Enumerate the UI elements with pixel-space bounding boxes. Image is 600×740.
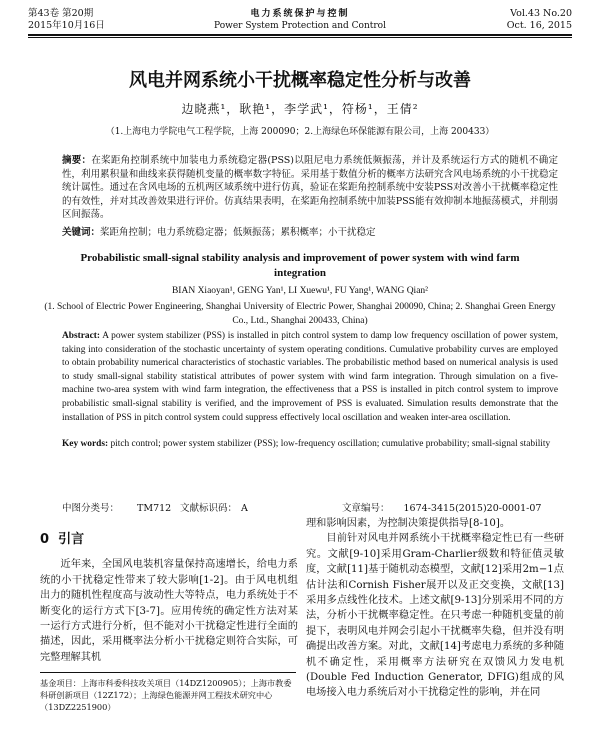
authors-cn: 边晓燕¹，耿艳¹，李学武¹，符杨¹，王倩² (181, 102, 419, 116)
header-journal-name (28, 8, 572, 32)
right-column (306, 516, 564, 701)
introduction-paragraph: 近年来，全国风电装机容量保持高速增长，给电力系统的小干扰稳定性带来了较大影响[1-2]。由于风电机组出力的随机性程度高与波动性大等特点，电力系统处于不断变化的运行方式下[3-7]。应用传统的确定性方法对某一运行方式进行分析，但不能对小干扰稳定性进行全面的描述，因此，采用概率法分析小干扰稳定则符合实际，可完整理解其机 (40, 559, 298, 663)
classification-line (62, 500, 558, 514)
header-date-cn: 2015年10月16日 (28, 20, 105, 31)
affiliation-en: (1. School of Electric Power Engineering, Shanghai University of Electric Power, Shanghai 200090, China; 2. Shanghai Green Energy Co., Ltd., Shanghai 200433, China) (44, 302, 556, 326)
abstract-en (62, 330, 558, 425)
clc-label: 中图分类号： (62, 503, 120, 514)
header-date-en: Oct. 16, 2015 (506, 20, 572, 31)
funding-footnote: 基金项目：上海市科委科技攻关项目（14DZ1200905）；上海市教委科研创新项目（12Z172）；上海绿色能源并网工程技术研究中心（13DZ2251900） (40, 672, 296, 713)
doc-value: A (241, 503, 248, 514)
keywords-en-label: Key words: (62, 439, 109, 449)
keywords-cn-label: 关键词： (62, 227, 101, 238)
keywords-cn (62, 226, 558, 240)
article-value: 1674-3415(2015)20-0001-07 (403, 503, 542, 514)
clc-value: TM712 (137, 503, 172, 514)
clc-number (62, 500, 171, 514)
section-heading-introduction (40, 532, 298, 547)
header-vol-no: Vol.43 No.20 (510, 8, 572, 19)
paper-title-en: Probabilistic small-signal stability analysis and improvement of power system with wind farm integration (80, 252, 520, 279)
article-number (342, 500, 541, 514)
section-title: 引言 (58, 532, 85, 547)
section-number: 0 (40, 532, 50, 547)
abstract-en-label: Abstract: (62, 331, 101, 341)
journal-name-cn: 电力系统保护与控制 (250, 9, 350, 19)
article-label: 文章编号： (342, 503, 390, 514)
continued-paragraph: 理和影响因素，为控制决策提供指导[8-10]。 (306, 518, 511, 529)
affiliation-cn: （1.上海电力学院电气工程学院，上海 200090；2.上海绿色环保能源有限公司，上海 200433） (105, 127, 495, 137)
abstract-en-text: A power system stabilizer (PSS) is installed in pitch control system to damp low frequency oscillation of power system, taking into consideration of the stochastic uncertainty of system operating conditions. Cumulative probability curves are employed to obtain probability numerical characteristics of stochastic variables. The probabilistic method based on numerical analysis is used to study small-signal stability statistical attributes of power system with wind farm integration. Through simulation on a five-machine two-area system with wind farm integration, the effectiveness that a PSS is installed in pitch control system to improve probabilistic small-signal stability is verified, and the improvement of PSS is evaluated. Simulation results demonstrate that the installation of PSS in pitch control system could suppress effectively local oscillation and weaken inter-area oscillation. (62, 331, 558, 423)
keywords-cn-text: 桨距角控制；电力系统稳定器；低频振荡；累积概率；小干扰稳定 (100, 227, 376, 238)
abstract-cn-text: 在桨距角控制系统中加装电力系统稳定器(PSS)以阻尼电力系统低频振荡，并计及系统运行方式的随机不确定性，利用累积量和曲线来获得随机变量的概率数字特征。采用基于数值分析的概率方法研究含风电场系统的小干扰稳定统计属性。通过在含风电场的五机两区域系统中进行仿真，验证在桨距角控制系统中安装PSS对改善小干扰概率稳定性的有效性，并对其改善效果进行评价。仿真结果表明，在桨距角控制系统中加装PSS能有效抑制本地振荡模式，并削弱区间振荡。 (62, 155, 558, 221)
header-rule-thin (28, 37, 572, 38)
authors-en: BIAN Xiaoyan¹, GENG Yan¹, LI Xuewu¹, FU Yang¹, WANG Qian² (171, 286, 429, 296)
keywords-en (62, 438, 558, 452)
journal-name-en: Power System Protection and Control (214, 21, 386, 31)
abstract-cn-label: 摘要： (62, 155, 92, 166)
running-header (28, 8, 572, 44)
header-volume: 第43卷 第20期 (28, 8, 94, 19)
left-column (40, 522, 298, 665)
keywords-en-text: pitch control; power system stabilizer (PSS); low-frequency oscillation; cumulative probability; small-signal stability (110, 439, 551, 449)
header-volume-en (507, 8, 572, 32)
paper-title-cn: 风电并网系统小干扰概率稳定性分析与改善 (129, 70, 471, 91)
abstract-cn (62, 154, 558, 222)
review-paragraph: 目前针对风电并网系统小干扰概率稳定性已有一些研究。文献[9-10]采用Gram-Charlier级数和特征值灵敏度，文献[11]基于随机动态模型，文献[12]采用2m−1点估计法和Cornish Fisher展开以及正交变换，文献[13]采用多点线性化技术。上述文献[9-13]分别采用不同的方法，分析小干扰概率稳定性。在只考虑一种随机变量的前提下，表明风电并网会引起小干扰概率失稳，但并没有明确提出改善方案。对此，文献[14]考虑电力系统的多种随机不确定性，采用概率方法研究在双馈风力发电机(Double Fed Induction Generator, DFIG)组成的风电场接入电力系统后对小干扰稳定性的影响，并在同 (306, 533, 564, 699)
document-code (180, 500, 248, 514)
doc-label: 文献标识码： (180, 503, 238, 514)
header-rule-thick (28, 34, 572, 36)
